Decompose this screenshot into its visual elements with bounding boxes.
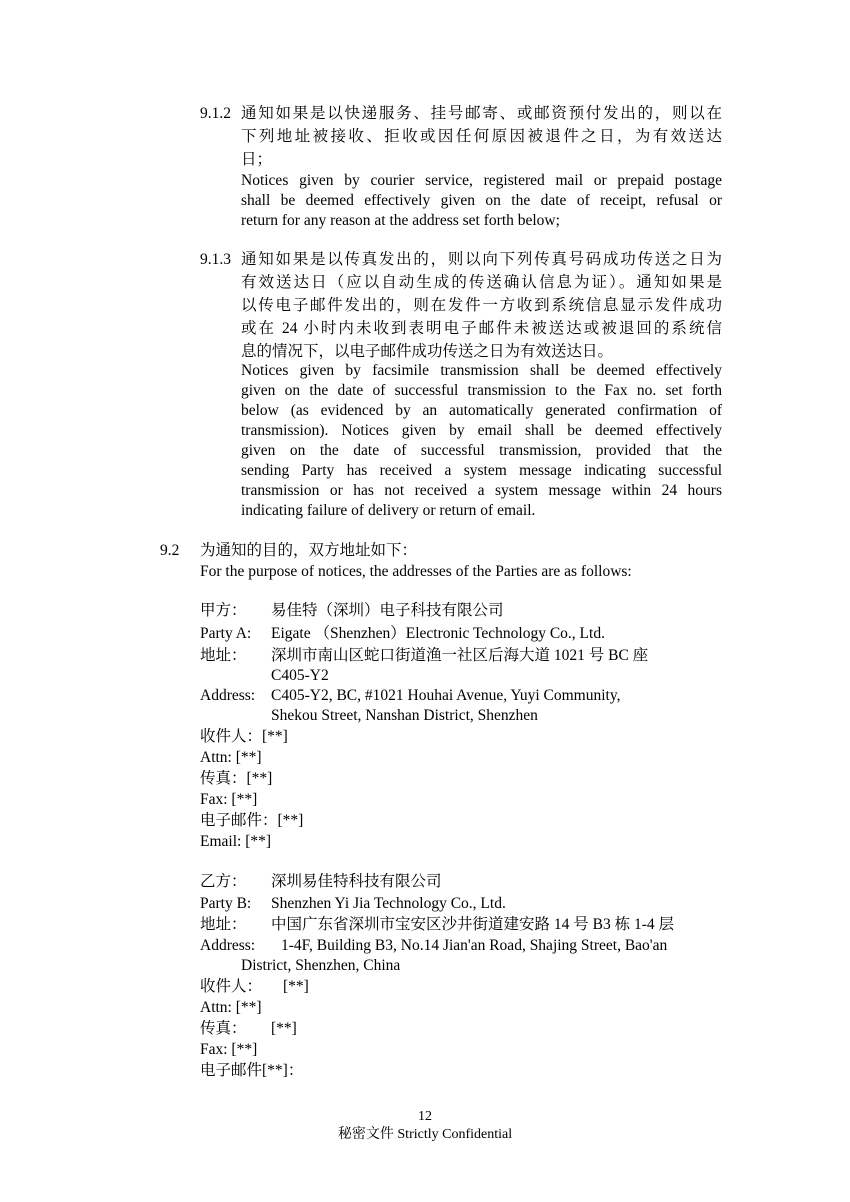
confidential-footer: 秘密文件 Strictly Confidential: [337, 1127, 513, 1142]
section-number: 9.2: [160, 542, 180, 559]
party-a-address-label-en: Address:: [200, 687, 256, 704]
party-a-label-en: Party A:: [200, 625, 252, 642]
party-b-email-cn: 电子邮件[**]：: [200, 1062, 304, 1079]
party-b-label-en: Party B:: [200, 895, 252, 912]
clause-text-en: given on the date of successful transmission to the Fax no. set forth: [241, 382, 722, 399]
clause-text-cn: 有效送达日（应以自动生成的传送确认信息为证）。通知如果是: [241, 274, 722, 291]
party-b-name-cn: 深圳易佳特科技有限公司: [271, 873, 442, 890]
page-number: 12: [418, 1109, 432, 1124]
clause-text-cn: 通知如果是以快递服务、挂号邮寄、或邮资预付发出的，则以在: [241, 105, 722, 122]
clause-text-en: transmission). Notices given by email shall be deemed effectively: [241, 422, 722, 439]
party-b-address-label-cn: 地址：: [200, 916, 247, 933]
clause-text-en: indicating failure of delivery or return of email.: [241, 502, 536, 519]
party-a-email-en: Email: [**]: [200, 833, 272, 850]
party-a-fax-cn: 传真：[**]: [200, 770, 273, 787]
clause-text-cn: 息的情况下，以电子邮件成功传送之日为有效送达日。: [241, 343, 614, 360]
clause-text-en: sending Party has received a system message indicating successful: [241, 462, 722, 479]
clause-text-en: transmission or has not received a system message within 24 hours: [241, 482, 722, 499]
party-b-label-cn: 乙方：: [200, 873, 247, 890]
clause-text-en: return for any reason at the address set forth below;: [241, 212, 560, 229]
party-b-fax-en: Fax: [**]: [200, 1041, 258, 1058]
party-b-attn-label-cn: 收件人：: [200, 978, 263, 995]
clause-text-cn: 通知如果是以传真发出的，则以向下列传真号码成功传送之日为: [241, 251, 722, 268]
party-b-name-en: Shenzhen Yi Jia Technology Co., Ltd.: [271, 895, 506, 912]
party-b-address-label-en: Address:: [200, 937, 256, 954]
party-a-attn-en: Attn: [**]: [200, 749, 262, 766]
clause-text-cn: 或在 24 小时内未收到表明电子邮件未被送达或被退回的系统信: [241, 320, 722, 337]
section-number: 9.1.2: [200, 105, 231, 122]
clause-text-cn: 日；: [241, 151, 273, 168]
clause-text-en: below (as evidenced by an automatically generated confirmation of: [241, 402, 722, 419]
clause-text-cn: 为通知的目的，双方地址如下：: [200, 542, 418, 559]
party-a-fax-en: Fax: [**]: [200, 791, 258, 808]
party-a-attn-cn: 收件人：[**]: [200, 728, 288, 745]
section-number: 9.1.3: [200, 251, 231, 268]
party-b-address-cn: 中国广东省深圳市宝安区沙井街道建安路 14 号 B3 栋 1-4 层: [271, 916, 675, 933]
party-a-address-label-cn: 地址：: [200, 647, 247, 664]
clause-text-en: shall be deemed effectively given on the date of receipt, refusal or: [241, 192, 722, 209]
clause-text-en: Notices given by facsimile transmission shall be deemed effectively: [241, 362, 722, 379]
party-a-name-en: Eigate （Shenzhen）Electronic Technology Co., Ltd.: [271, 625, 605, 642]
clause-text-cn: 以传电子邮件发出的，则在发件一方收到系统信息显示发件成功: [241, 297, 722, 314]
clause-text-en: given on the date of successful transmission, provided that the: [241, 442, 722, 459]
party-b-attn-en: Attn: [**]: [200, 999, 262, 1016]
party-a-label-cn: 甲方：: [200, 602, 247, 619]
party-a-address-cn: 深圳市南山区蛇口街道渔一社区后海大道 1021 号 BC 座: [271, 647, 649, 664]
clause-text-en: Notices given by courier service, registered mail or prepaid postage: [241, 172, 722, 189]
party-b-fax-value-cn: [**]: [271, 1020, 297, 1037]
party-a-address-en: C405-Y2, BC, #1021 Houhai Avenue, Yuyi Community,: [271, 687, 621, 704]
party-a-name-cn: 易佳特（深圳）电子科技有限公司: [271, 602, 504, 619]
party-b-address-en: District, Shenzhen, China: [241, 957, 401, 974]
clause-text-en: For the purpose of notices, the addresses of the Parties are as follows:: [200, 563, 632, 580]
party-b-attn-value-cn: [**]: [283, 978, 309, 995]
party-b-address-en: 1-4F, Building B3, No.14 Jian'an Road, Shajing Street, Bao'an: [281, 937, 668, 954]
clause-text-cn: 下列地址被接收、拒收或因任何原因被退件之日，为有效送达: [241, 128, 722, 145]
party-a-address-cn: C405-Y2: [271, 667, 329, 684]
party-a-address-en: Shekou Street, Nanshan District, Shenzhen: [271, 707, 538, 724]
party-a-email-cn: 电子邮件：[**]: [200, 812, 304, 829]
party-b-fax-label-cn: 传真：: [200, 1020, 247, 1037]
